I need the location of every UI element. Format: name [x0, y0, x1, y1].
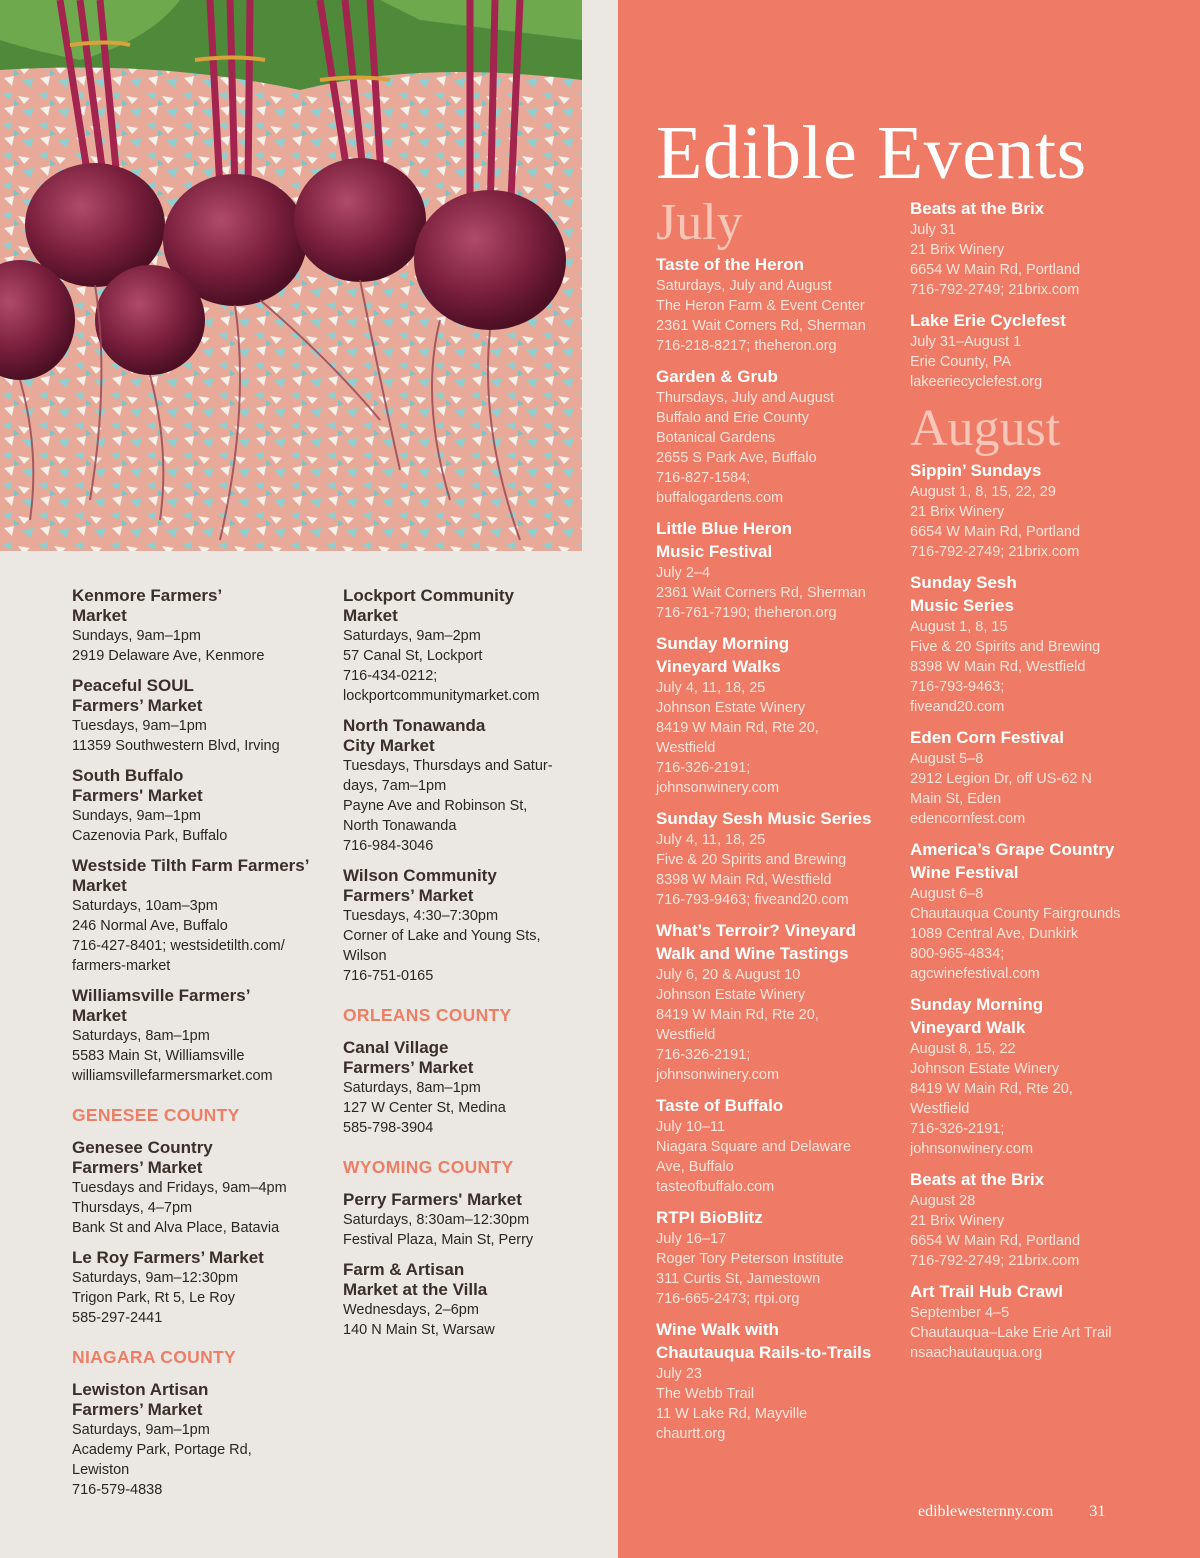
listing-name-line: Music Festival: [656, 542, 773, 561]
listing-detail: Chautauqua–Lake Erie Art Trail: [910, 1325, 1112, 1341]
listing-detail[interactable]: 716-792-2749; 21brix.com: [910, 1253, 1080, 1269]
listing-detail: days, 7am–1pm: [343, 778, 447, 794]
listing-detail: 585-798-3904: [343, 1120, 434, 1136]
listing-name: [910, 459, 1190, 482]
listing-beats-at-the-brix: [910, 1168, 1190, 1271]
listing-detail: 716-984-3046: [343, 838, 434, 854]
listing-name: [343, 866, 593, 906]
listing-taste-of-the-heron: [656, 253, 901, 356]
page-footer: [918, 1503, 1105, 1521]
listing-detail[interactable]: 716-665-2473; rtpi.org: [656, 1291, 800, 1307]
beets-illustration: [0, 0, 582, 551]
listing-farm-artisan-market-at-the-villa: [343, 1260, 593, 1340]
events-column-august: [910, 197, 1190, 1372]
listing-detail: Westfield: [656, 740, 716, 756]
listing-westside-tilth-farm-farmers-market: [72, 856, 332, 976]
listing-detail: Buffalo and Erie County: [656, 410, 809, 426]
listing-detail: 127 W Center St, Medina: [343, 1100, 506, 1116]
listing-name: [656, 517, 901, 563]
listing-detail: 21 Brix Winery: [910, 504, 1005, 520]
listing-name-line: Farmers' Market: [72, 786, 203, 805]
listing-detail[interactable]: tasteofbuffalo.com: [656, 1179, 775, 1195]
listing-name-line: South Buffalo: [72, 766, 184, 785]
listing-detail: Johnson Estate Winery: [656, 700, 806, 716]
listing-detail[interactable]: 716-792-2749; 21brix.com: [910, 544, 1080, 560]
listing-detail[interactable]: johnsonwinery.com: [656, 1067, 780, 1083]
listing-detail: September 4–5: [910, 1305, 1010, 1321]
listing-name: [656, 807, 901, 830]
listing-name-line: Farmers’ Market: [72, 1158, 203, 1177]
listing-detail: 1089 Central Ave, Dunkirk: [910, 926, 1079, 942]
listing-name-line: America’s Grape Country: [910, 840, 1115, 859]
listing-name: [343, 716, 593, 756]
listing-detail: July 23: [656, 1366, 702, 1382]
listing-name: [910, 1168, 1190, 1191]
listing-name: [72, 986, 332, 1026]
listing-detail: 2361 Wait Corners Rd, Sherman: [656, 585, 866, 601]
listing-name: [72, 1380, 332, 1420]
listing-detail: Saturdays, 10am–3pm: [72, 898, 218, 914]
listing-name-line: Market: [72, 1006, 127, 1025]
listing-detail: July 31: [910, 222, 956, 238]
listing-detail: Main St, Eden: [910, 791, 1002, 807]
listing-detail[interactable]: 716-218-8217; theheron.org: [656, 338, 837, 354]
listing-detail: Trigon Park, Rt 5, Le Roy: [72, 1290, 236, 1306]
listing-detail: Thursdays, 4–7pm: [72, 1200, 193, 1216]
listing-name-line: Perry Farmers' Market: [343, 1190, 522, 1209]
listing-detail: 8419 W Main Rd, Rte 20,: [656, 720, 819, 736]
markets-column-1: [72, 586, 332, 1510]
listing-name-line: Le Roy Farmers’ Market: [72, 1248, 264, 1267]
listing-name-line: Vineyard Walks: [656, 657, 781, 676]
listing-detail[interactable]: johnsonwinery.com: [910, 1141, 1034, 1157]
listing-name-line: Sippin’ Sundays: [910, 461, 1042, 480]
listing-detail: Erie County, PA: [910, 354, 1012, 370]
listing-name-line: Sunday Sesh: [910, 573, 1017, 592]
listing-name-line: Canal Village: [343, 1038, 449, 1057]
listing-detail: 2912 Legion Dr, off US-62 N: [910, 771, 1092, 787]
county-heading: GENESEE COUNTY: [72, 1105, 240, 1125]
listing-detail[interactable]: 716-793-9463; fiveand20.com: [656, 892, 849, 908]
listing-detail: Johnson Estate Winery: [656, 987, 806, 1003]
markets-column-2: [343, 586, 593, 1350]
listing-name: [656, 253, 901, 276]
listing-name-line: Sunday Morning: [910, 995, 1044, 1014]
listing-name-line: Market: [343, 606, 398, 625]
listing-detail[interactable]: agcwinefestival.com: [910, 966, 1040, 982]
beets-photo: [0, 0, 582, 551]
listing-detail: August 6–8: [910, 886, 984, 902]
listing-name-line: North Tonawanda: [343, 716, 486, 735]
listing-name: [72, 766, 332, 806]
listing-detail: August 1, 8, 15: [910, 619, 1008, 635]
listing-detail: 716-326-2191;: [910, 1121, 1005, 1137]
listing-detail: 311 Curtis St, Jamestown: [656, 1271, 821, 1287]
listing-name: [910, 726, 1190, 749]
listing-name: [72, 1138, 332, 1178]
events-column-july: [656, 195, 901, 1453]
listing-detail: Saturdays, July and August: [656, 278, 832, 294]
listing-detail: Saturdays, 9am–1pm: [72, 1422, 210, 1438]
listing-detail: Sundays, 9am–1pm: [72, 628, 201, 644]
listing-detail: Tuesdays, Thursdays and Satur-: [343, 758, 553, 774]
listing-name: [343, 586, 593, 626]
listing-name-line: Market at the Villa: [343, 1280, 488, 1299]
listing-name-line: Garden & Grub: [656, 367, 778, 386]
listing-name-line: City Market: [343, 736, 435, 755]
listing-name-line: Little Blue Heron: [656, 519, 793, 538]
listing-detail[interactable]: 716-761-7190; theheron.org: [656, 605, 837, 621]
listing-detail: 246 Normal Ave, Buffalo: [72, 918, 228, 934]
listing-detail: 8419 W Main Rd, Rte 20,: [656, 1007, 819, 1023]
listing-sunday-morning-vineyard-walks: [656, 632, 901, 798]
edible-events-panel: [618, 0, 1200, 1558]
listing-name-line: Kenmore Farmers’: [72, 586, 223, 605]
listing-name-line: Farmers’ Market: [72, 1400, 203, 1419]
listing-detail[interactable]: chaurtt.org: [656, 1426, 726, 1442]
listing-name-line: RTPI BioBlitz: [656, 1208, 763, 1227]
listing-detail: 800-965-4834;: [910, 946, 1005, 962]
listing-name: [343, 1260, 593, 1300]
month-heading: July: [656, 194, 743, 251]
listing-name: [72, 1248, 332, 1268]
listing-detail: 57 Canal St, Lockport: [343, 648, 483, 664]
listing-name-line: What’s Terroir? Vineyard: [656, 921, 856, 940]
listing-detail: July 10–11: [656, 1119, 726, 1135]
listing-detail: July 16–17: [656, 1231, 727, 1247]
listing-wilson-community-farmers-market: [343, 866, 593, 986]
listing-canal-village-farmers-market: [343, 1038, 593, 1138]
listing-name-line: Farmers’ Market: [343, 1058, 474, 1077]
listing-america-s-grape-country-wine-festival: [910, 838, 1190, 984]
listing-beats-at-the-brix: [910, 197, 1190, 300]
listing-lake-erie-cyclefest: [910, 309, 1190, 392]
listing-detail: 21 Brix Winery: [910, 242, 1005, 258]
listing-detail: Five & 20 Spirits and Brewing: [656, 852, 847, 868]
listing-detail: Saturdays, 8:30am–12:30pm: [343, 1212, 530, 1228]
listing-name: [656, 1094, 901, 1117]
county-heading: NIAGARA COUNTY: [72, 1347, 236, 1367]
county-heading: WYOMING COUNTY: [343, 1157, 514, 1177]
listing-name-line: Lockport Community: [343, 586, 514, 605]
listing-name-line: Vineyard Walk: [910, 1018, 1026, 1037]
listing-detail: Saturdays, 9am–12:30pm: [72, 1270, 239, 1286]
listing-detail: August 28: [910, 1193, 976, 1209]
listing-detail: 2655 S Park Ave, Buffalo: [656, 450, 817, 466]
listing-detail[interactable]: 716-427-8401; westsidetilth.com/: [72, 938, 285, 954]
listing-detail: Saturdays, 8am–1pm: [72, 1028, 210, 1044]
listing-detail: 8398 W Main Rd, Westfield: [656, 872, 832, 888]
listing-detail: 716-793-9463;: [910, 679, 1005, 695]
listing-peaceful-soul-farmers-market: [72, 676, 332, 756]
listing-name-line: Lake Erie Cyclefest: [910, 311, 1066, 330]
listing-name-line: Genesee Country: [72, 1138, 213, 1157]
listing-detail: 21 Brix Winery: [910, 1213, 1005, 1229]
listing-name: [656, 632, 901, 678]
listing-what-s-terroir-vineyard-walk-and-wine-tastings: [656, 919, 901, 1085]
listing-name-line: Market: [72, 606, 127, 625]
listing-name-line: Farm & Artisan: [343, 1260, 465, 1279]
listing-lockport-community-market: [343, 586, 593, 706]
listing-detail: August 8, 15, 22: [910, 1041, 1016, 1057]
listing-eden-corn-festival: [910, 726, 1190, 829]
listing-little-blue-heron-music-festival: [656, 517, 901, 623]
listing-detail: 716-827-1584;: [656, 470, 751, 486]
listing-detail: Wednesdays, 2–6pm: [343, 1302, 479, 1318]
listing-name-line: Chautauqua Rails-to-Trails: [656, 1343, 872, 1362]
listing-perry-farmers-market: [343, 1190, 593, 1250]
listing-north-tonawanda-city-market: [343, 716, 593, 856]
listing-detail: 8398 W Main Rd, Westfield: [910, 659, 1086, 675]
listing-name: [72, 676, 332, 716]
listing-rtpi-bioblitz: [656, 1206, 901, 1309]
listing-detail: Tuesdays and Fridays, 9am–4pm: [72, 1180, 287, 1196]
listing-detail: Westfield: [910, 1101, 970, 1117]
listing-name: [910, 838, 1190, 884]
listing-name-line: Sunday Morning: [656, 634, 790, 653]
listing-name-line: Lewiston Artisan: [72, 1380, 209, 1399]
listing-name: [656, 1206, 901, 1229]
listing-detail: Roger Tory Peterson Institute: [656, 1251, 844, 1267]
listing-name-line: Taste of Buffalo: [656, 1096, 784, 1115]
listing-name-line: Peaceful SOUL: [72, 676, 194, 695]
listing-name-line: Wilson Community: [343, 866, 497, 885]
listing-detail[interactable]: johnsonwinery.com: [656, 780, 780, 796]
listing-detail: 6654 W Main Rd, Portland: [910, 262, 1081, 278]
listing-detail[interactable]: lockportcommunitymarket.com: [343, 688, 540, 704]
listing-name-line: Walk and Wine Tastings: [656, 944, 849, 963]
listing-detail[interactable]: 716-792-2749; 21brix.com: [910, 282, 1080, 298]
listing-name: [910, 1280, 1190, 1303]
listing-detail: 5583 Main St, Williamsville: [72, 1048, 245, 1064]
listing-name: [343, 1190, 593, 1210]
listing-detail: Sundays, 9am–1pm: [72, 808, 201, 824]
listing-detail[interactable]: buffalogardens.com: [656, 490, 784, 506]
listing-detail: Payne Ave and Robinson St,: [343, 798, 528, 814]
page-number: 31: [1089, 1503, 1106, 1520]
listing-detail: Westfield: [656, 1027, 716, 1043]
listing-sippin-sundays: [910, 459, 1190, 562]
listing-le-roy-farmers-market: [72, 1248, 332, 1328]
listing-detail: The Heron Farm & Event Center: [656, 298, 865, 314]
listing-detail: July 4, 11, 18, 25: [656, 832, 766, 848]
listing-name: [910, 197, 1190, 220]
listing-name: [72, 856, 332, 896]
listing-detail: August 1, 8, 15, 22, 29: [910, 484, 1056, 500]
listing-detail: The Webb Trail: [656, 1386, 755, 1402]
listing-detail: Wilson: [343, 948, 387, 964]
listing-name: [343, 1038, 593, 1078]
listing-sunday-sesh-music-series: [656, 807, 901, 910]
listing-detail: August 5–8: [910, 751, 984, 767]
listing-name: [656, 365, 901, 388]
listing-name-line: Wine Festival: [910, 863, 1019, 882]
listing-detail[interactable]: nsaachautauqua.org: [910, 1345, 1043, 1361]
listing-wine-walk-with-chautauqua-rails-to-trails: [656, 1318, 901, 1444]
listing-detail: 6654 W Main Rd, Portland: [910, 1233, 1081, 1249]
listing-name-line: Music Series: [910, 596, 1014, 615]
listing-detail: Johnson Estate Winery: [910, 1061, 1060, 1077]
listing-name-line: Art Trail Hub Crawl: [910, 1282, 1064, 1301]
listing-name-line: Beats at the Brix: [910, 1170, 1045, 1189]
listing-name-line: Westside Tilth Farm Farmers’: [72, 856, 310, 875]
listing-detail: 2361 Wait Corners Rd, Sherman: [656, 318, 866, 334]
listing-detail: Niagara Square and Delaware: [656, 1139, 852, 1155]
listing-detail[interactable]: fiveand20.com: [910, 699, 1005, 715]
listing-detail: 6654 W Main Rd, Portland: [910, 524, 1081, 540]
listing-sunday-morning-vineyard-walk: [910, 993, 1190, 1159]
listing-kenmore-farmers-market: [72, 586, 332, 666]
listing-williamsville-farmers-market: [72, 986, 332, 1086]
listing-name: [656, 1318, 901, 1364]
listing-detail: 716-326-2191;: [656, 760, 751, 776]
listing-detail: July 4, 11, 18, 25: [656, 680, 766, 696]
listing-garden-grub: [656, 365, 901, 508]
listing-lewiston-artisan-farmers-market: [72, 1380, 332, 1500]
listing-name: [72, 586, 332, 626]
listing-detail: Cazenovia Park, Buffalo: [72, 828, 228, 844]
listing-detail: 140 N Main St, Warsaw: [343, 1322, 495, 1338]
listing-detail: 11359 Southwestern Blvd, Irving: [72, 738, 280, 754]
listing-detail: 585-297-2441: [72, 1310, 163, 1326]
listing-detail[interactable]: edencornfest.com: [910, 811, 1026, 827]
listing-detail: Ave, Buffalo: [656, 1159, 734, 1175]
listing-detail: Academy Park, Portage Rd,: [72, 1442, 252, 1458]
listing-detail: Saturdays, 8am–1pm: [343, 1080, 481, 1096]
listing-detail: 716-326-2191;: [656, 1047, 751, 1063]
listing-taste-of-buffalo: [656, 1094, 901, 1197]
listing-genesee-country-farmers-market: [72, 1138, 332, 1238]
listing-name: [910, 571, 1190, 617]
listing-name-line: Taste of the Heron: [656, 255, 804, 274]
listing-name-line: Beats at the Brix: [910, 199, 1045, 218]
listing-detail: July 31–August 1: [910, 334, 1022, 350]
listing-detail: Tuesdays, 9am–1pm: [72, 718, 207, 734]
listing-detail: 716-434-0212;: [343, 668, 438, 684]
listing-detail: 2919 Delaware Ave, Kenmore: [72, 648, 265, 664]
listing-name-line: Wine Walk with: [656, 1320, 779, 1339]
county-heading: ORLEANS COUNTY: [343, 1005, 512, 1025]
listing-detail: Festival Plaza, Main St, Perry: [343, 1232, 534, 1248]
listing-sunday-sesh-music-series: [910, 571, 1190, 717]
listing-name-line: Farmers’ Market: [343, 886, 474, 905]
listing-south-buffalo-farmers-market: [72, 766, 332, 846]
listing-detail: Bank St and Alva Place, Batavia: [72, 1220, 280, 1236]
listing-name: [910, 309, 1190, 332]
listing-detail: Thursdays, July and August: [656, 390, 835, 406]
listing-detail: farmers-market: [72, 958, 171, 974]
listing-name-line: Market: [72, 876, 127, 895]
listing-name-line: Farmers’ Market: [72, 696, 203, 715]
listing-detail: July 6, 20 & August 10: [656, 967, 801, 983]
listing-detail: Saturdays, 9am–2pm: [343, 628, 481, 644]
listing-detail: July 2–4: [656, 565, 711, 581]
listing-detail: Botanical Gardens: [656, 430, 776, 446]
listing-detail: Chautauqua County Fairgrounds: [910, 906, 1121, 922]
listing-detail: 11 W Lake Rd, Mayville: [656, 1406, 808, 1422]
listing-name-line: Eden Corn Festival: [910, 728, 1064, 747]
listing-detail: 8419 W Main Rd, Rte 20,: [910, 1081, 1073, 1097]
listing-name-line: Williamsville Farmers’: [72, 986, 251, 1005]
listing-detail: 716-751-0165: [343, 968, 434, 984]
listing-name-line: Sunday Sesh Music Series: [656, 809, 872, 828]
listing-art-trail-hub-crawl: [910, 1280, 1190, 1363]
listing-detail[interactable]: williamsvillefarmersmarket.com: [72, 1068, 273, 1084]
listing-detail: Tuesdays, 4:30–7:30pm: [343, 908, 499, 924]
page-title: Edible Events: [656, 111, 1087, 195]
listing-detail: Corner of Lake and Young Sts,: [343, 928, 541, 944]
month-heading: August: [910, 400, 1061, 457]
website-link[interactable]: ediblewesternny.com: [918, 1503, 1054, 1520]
listing-detail[interactable]: lakeeriecyclefest.org: [910, 374, 1043, 390]
listing-detail: North Tonawanda: [343, 818, 457, 834]
listing-detail: Lewiston: [72, 1462, 130, 1478]
listing-detail: 716-579-4838: [72, 1482, 163, 1498]
listing-name: [656, 919, 901, 965]
listing-detail: Five & 20 Spirits and Brewing: [910, 639, 1101, 655]
listing-name: [910, 993, 1190, 1039]
